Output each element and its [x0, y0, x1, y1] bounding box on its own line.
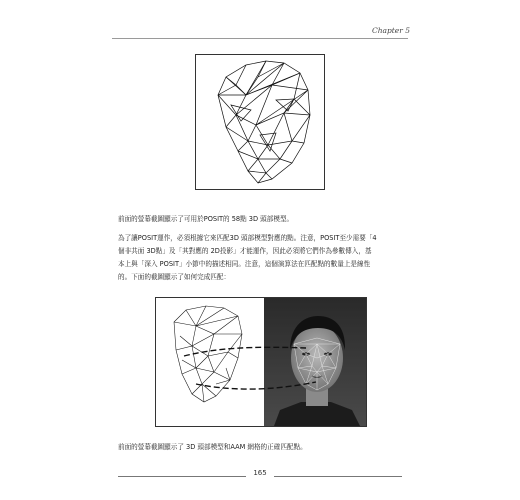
head-model-small	[174, 306, 242, 402]
paragraph-2-line-4: 的。下面的截圖顯示了如何完成匹配：	[118, 273, 231, 281]
paragraph-1: 前面的螢幕截圖顯示了可用於POSIT的 58點 3D 頭部模型。	[118, 215, 294, 223]
paragraph-2-line-1: 為了讓POSIT運作，必須根據它來匹配3D 頭部模型對應的點。注意，POSIT至少需要「4	[118, 234, 377, 242]
chapter-label: Chapter 5	[371, 26, 410, 35]
matching-illustration	[156, 298, 366, 426]
header-rule	[112, 38, 408, 39]
footer-rule-right	[274, 476, 402, 477]
head-model-figure	[195, 54, 325, 190]
wireframe-head-model	[196, 55, 324, 189]
paragraph-3: 前面的螢幕截圖顯示了 3D 頭部模型和AAM 網格的正確匹配點。	[118, 443, 307, 451]
paragraph-2-line-3: 本上與「深入 POSIT」小節中的描述相同。注意，這個演算法在匹配點的數量上是線性	[118, 260, 371, 268]
paragraph-2-line-2: 個非共面 3D點」及「其對應的 2D投影」才能運作，因此必須將它們作為參數傳入，基	[118, 247, 372, 255]
page-number: 165	[253, 469, 267, 477]
matching-figure	[155, 297, 367, 427]
footer-rule-left	[118, 476, 246, 477]
